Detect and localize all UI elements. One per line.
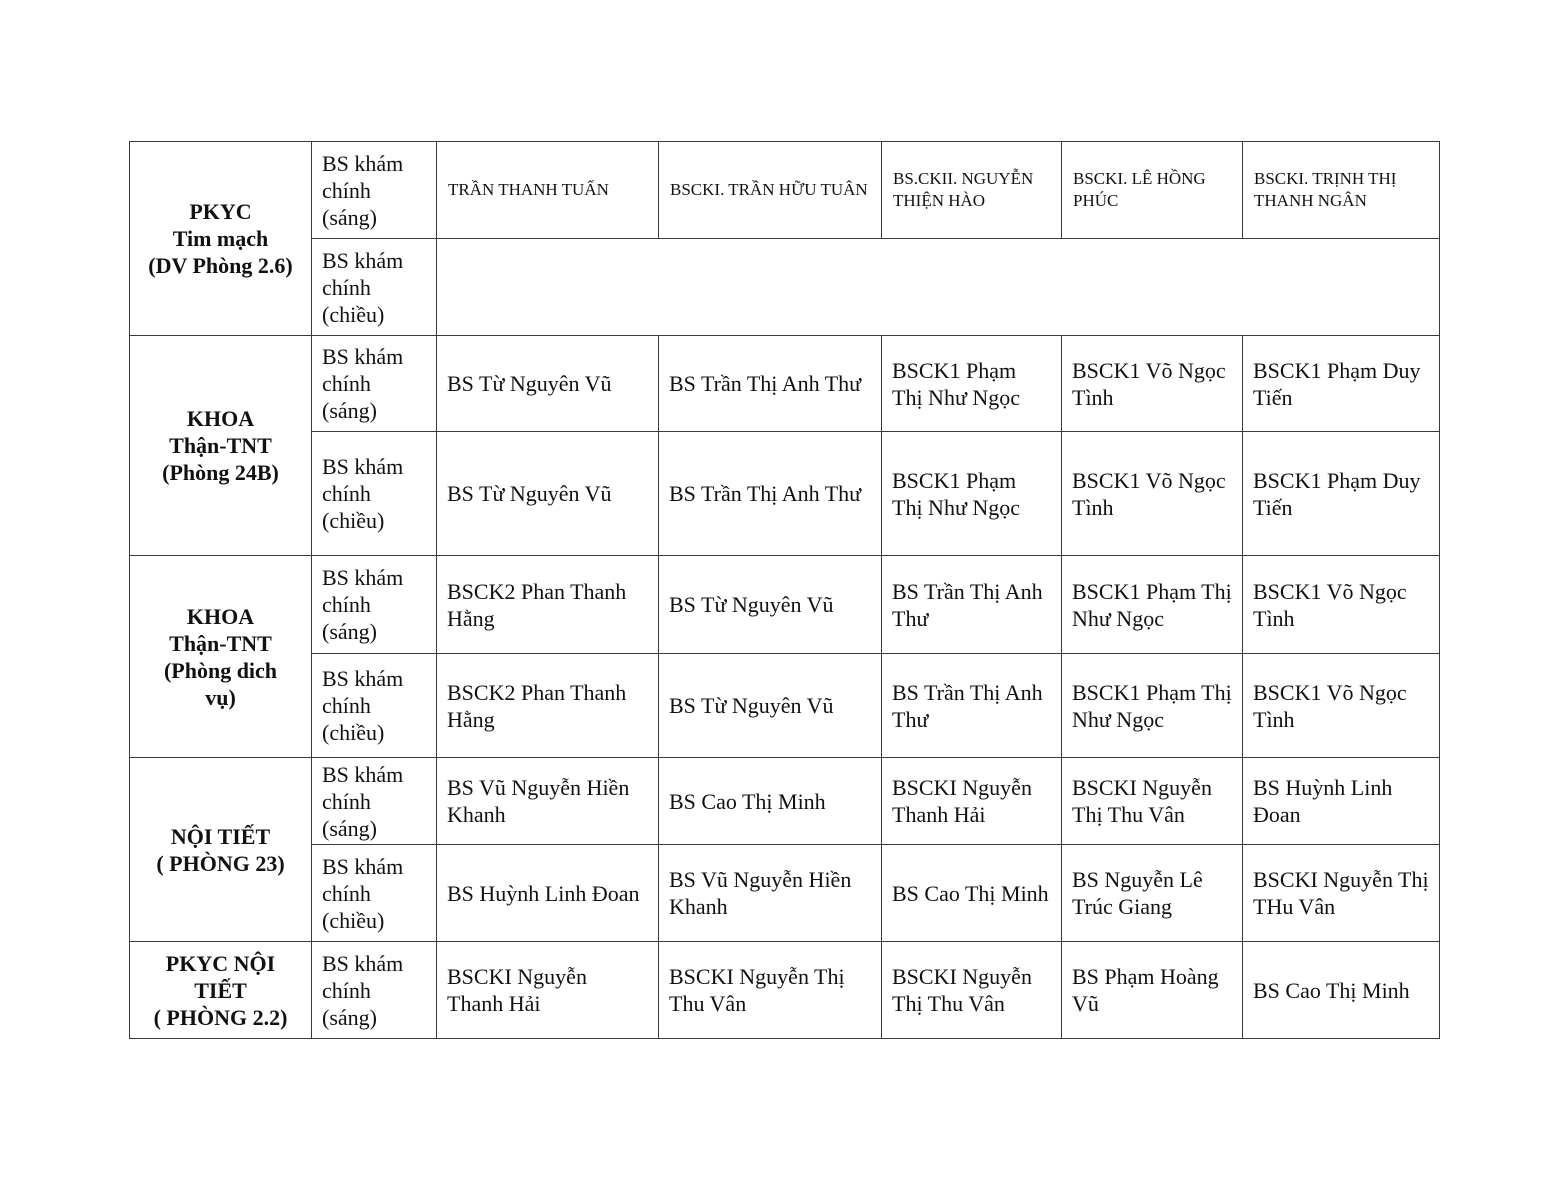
doctor-schedule-table [129,141,1440,1039]
doctor-cell: BSCKI Nguyễn Thị Thu Vân [1062,758,1243,845]
doctor-cell: BS Trần Thị Anh Thư [659,336,882,432]
doctor-cell: BS Huỳnh Linh Đoan [437,845,659,942]
table-row [130,336,1440,432]
doctor-cell: BS Vũ Nguyễn Hiền Khanh [659,845,882,942]
doctor-cell: BS Từ Nguyên Vũ [437,336,659,432]
doctor-cell: BSCK1 Võ Ngọc Tình [1243,556,1440,654]
doctor-cell: BSCK1 Võ Ngọc Tình [1062,432,1243,556]
table-row [130,845,1440,942]
doctor-cell: BSCKI. LÊ HỒNG PHÚC [1062,142,1243,239]
shift-cell: BS khám chính (sáng) [312,142,437,239]
doctor-cell: BS Huỳnh Linh Đoan [1243,758,1440,845]
department-cell: PKYC Tim mạch (DV Phòng 2.6) [130,142,312,336]
doctor-cell: BSCKI Nguyễn Thị Thu Vân [882,942,1062,1039]
shift-cell: BS khám chính (sáng) [312,556,437,654]
shift-cell: BS khám chính (chiều) [312,845,437,942]
doctor-cell: BSCK2 Phan Thanh Hằng [437,654,659,758]
doctor-cell: BS Cao Thị Minh [882,845,1062,942]
doctor-cell: BSCK1 Phạm Thị Như Ngọc [882,432,1062,556]
doctor-cell: BSCK1 Phạm Duy Tiến [1243,432,1440,556]
doctor-cell: BS Vũ Nguyễn Hiền Khanh [437,758,659,845]
shift-cell: BS khám chính (chiều) [312,654,437,758]
doctor-cell: BS Từ Nguyên Vũ [659,654,882,758]
table-row [130,142,1440,239]
doctor-cell: BS Phạm Hoàng Vũ [1062,942,1243,1039]
department-cell: KHOA Thận-TNT (Phòng dich vụ) [130,556,312,758]
shift-cell: BS khám chính (chiều) [312,432,437,556]
shift-cell: BS khám chính (chiều) [312,239,437,336]
doctor-cell: TRẦN THANH TUẤN [437,142,659,239]
table-row [130,758,1440,845]
doctor-cell: BSCKI. TRỊNH THỊ THANH NGÂN [1243,142,1440,239]
shift-cell: BS khám chính (sáng) [312,942,437,1039]
doctor-cell: BS Cao Thị Minh [659,758,882,845]
table-row [130,239,1440,336]
doctor-cell: BS Nguyễn Lê Trúc Giang [1062,845,1243,942]
doctor-cell: BSCK1 Võ Ngọc Tình [1243,654,1440,758]
department-cell: NỘI TIẾT ( PHÒNG 23) [130,758,312,942]
doctor-cell: BS Từ Nguyên Vũ [659,556,882,654]
doctor-cell: BSCKI Nguyễn Thị THu Vân [1243,845,1440,942]
doctor-cell: BS Trần Thị Anh Thư [882,556,1062,654]
shift-cell: BS khám chính (sáng) [312,758,437,845]
empty-cell [437,239,1440,336]
shift-cell: BS khám chính (sáng) [312,336,437,432]
table-row [130,654,1440,758]
table-row [130,432,1440,556]
doctor-cell: BSCKI. TRẦN HỮU TUÂN [659,142,882,239]
doctor-cell: BSCK1 Phạm Duy Tiến [1243,336,1440,432]
doctor-cell: BSCKI Nguyễn Thanh Hải [437,942,659,1039]
table-row [130,942,1440,1039]
doctor-cell: BS Trần Thị Anh Thư [659,432,882,556]
doctor-cell: BSCKI Nguyễn Thị Thu Vân [659,942,882,1039]
table-row [130,556,1440,654]
doctor-cell: BSCK1 Phạm Thị Như Ngọc [1062,654,1243,758]
department-cell: PKYC NỘI TIẾT ( PHÒNG 2.2) [130,942,312,1039]
doctor-cell: BS.CKII. NGUYỄN THIỆN HÀO [882,142,1062,239]
doctor-cell: BS Trần Thị Anh Thư [882,654,1062,758]
doctor-cell: BSCK1 Phạm Thị Như Ngọc [1062,556,1243,654]
doctor-cell: BSCKI Nguyễn Thanh Hải [882,758,1062,845]
doctor-cell: BS Cao Thị Minh [1243,942,1440,1039]
department-cell: KHOA Thận-TNT (Phòng 24B) [130,336,312,556]
doctor-cell: BSCK1 Võ Ngọc Tình [1062,336,1243,432]
doctor-cell: BSCK2 Phan Thanh Hằng [437,556,659,654]
doctor-cell: BS Từ Nguyên Vũ [437,432,659,556]
doctor-cell: BSCK1 Phạm Thị Như Ngọc [882,336,1062,432]
